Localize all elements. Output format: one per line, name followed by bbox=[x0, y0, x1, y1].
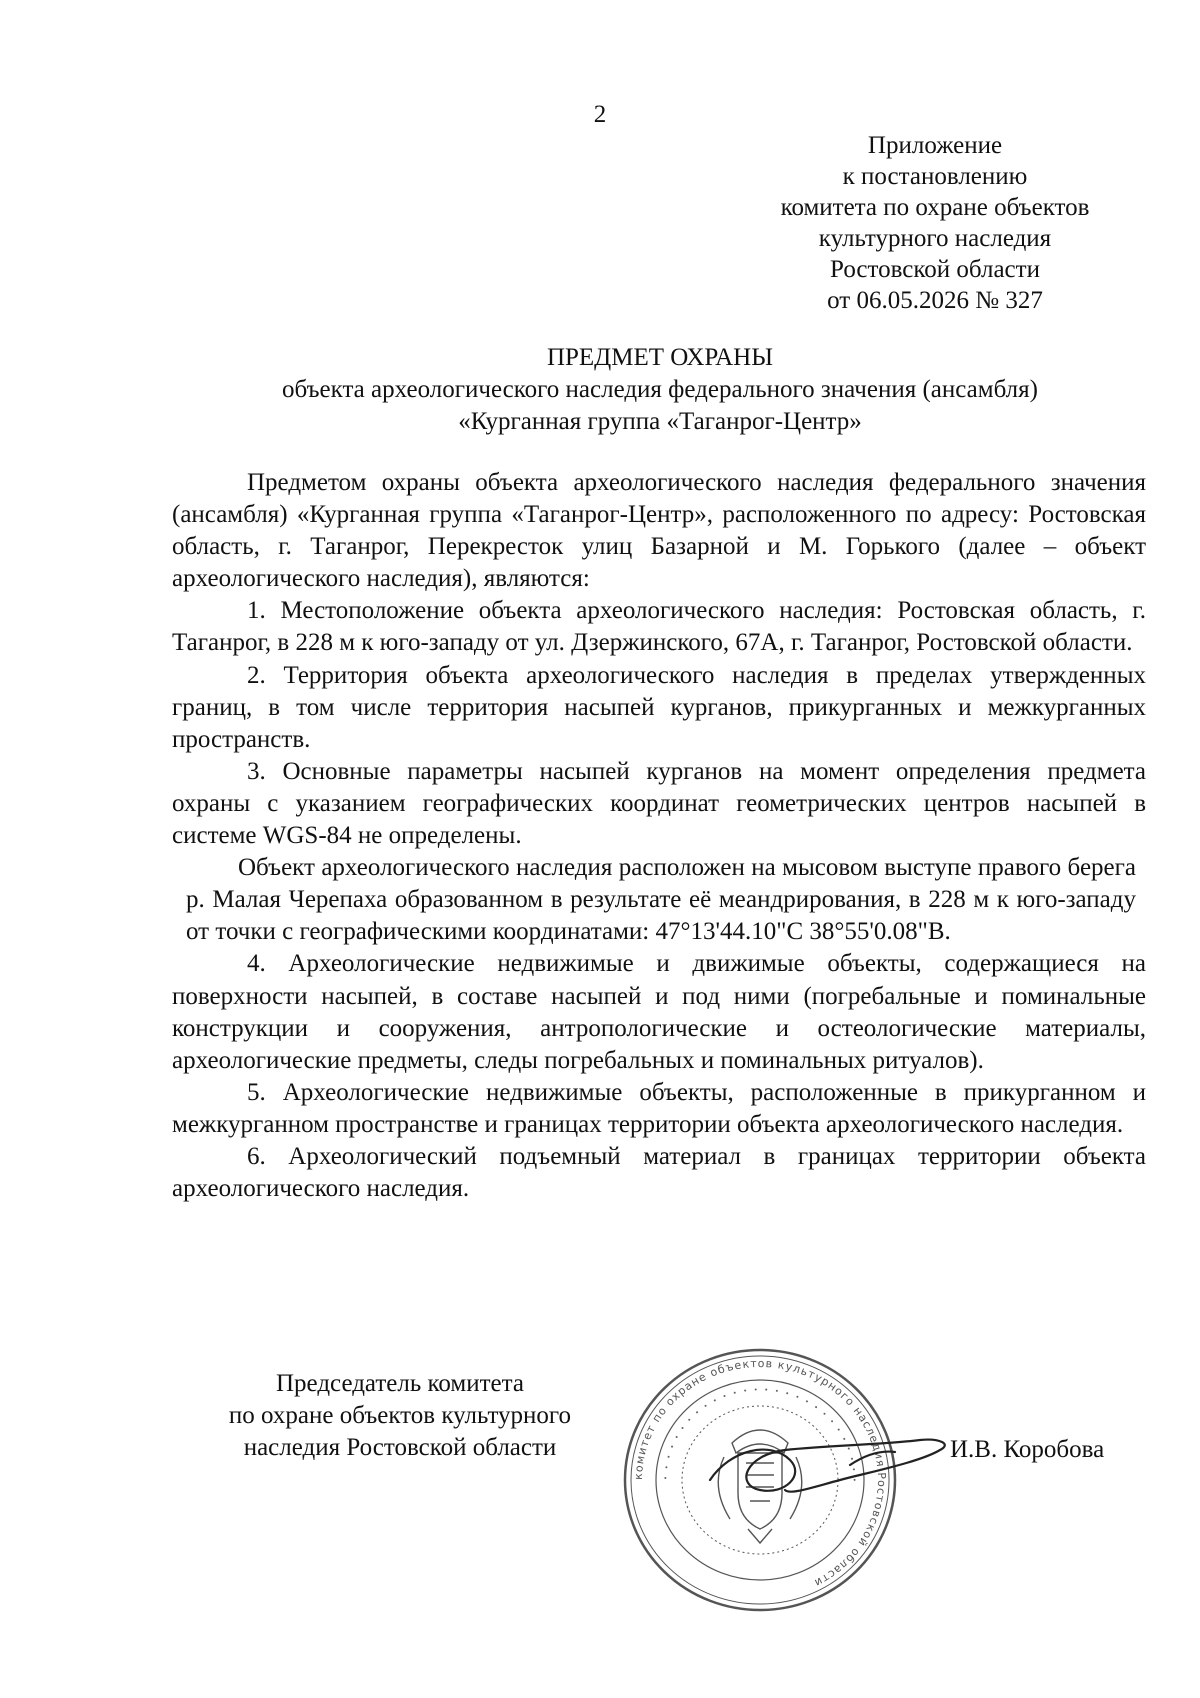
appendix-line: комитета по охране объектов bbox=[780, 194, 1090, 221]
list-item-5: 5. Археологические недвижимые объекты, расположенные в прикурганном и межкурганном пространстве и границах территории объекта археологического наследия. bbox=[172, 1078, 1146, 1138]
list-item-4: 4. Археологические недвижимые и движимые объекты, содержащиеся на поверхности насыпей, в составе насыпей и под ними (погребальные и поминальные конструкции и сооружения, антропологические и остеологические материалы, археологические предметы, следы погребальных и поминальных ритуалов). bbox=[172, 950, 1146, 1074]
document-title: ПРЕДМЕТ ОХРАНЫ bbox=[546, 344, 774, 371]
appendix-line: Ростовской области bbox=[830, 256, 1040, 283]
location-note-paragraph: Объект археологического наследия расположен на мысовом выступе правого берега р. Малая Черепаха образованном в результате её меандрирования, в 228 м к юго-западу от точки с географическими координатами: 47°13'44.10"С 38°55'0.08"В. bbox=[186, 854, 1136, 946]
appendix-date-number: от 06.05.2026 № 327 bbox=[827, 287, 1043, 314]
signature-stroke bbox=[710, 1440, 945, 1492]
document-subtitle: «Курганная группа «Таганрог-Центр» bbox=[458, 408, 862, 435]
signatory-name: И.В. Коробова bbox=[950, 1436, 1105, 1463]
document-body bbox=[172, 467, 1146, 1205]
signatory-position-line: Председатель комитета bbox=[276, 1370, 524, 1397]
signatory-position-line: наследия Ростовской области bbox=[243, 1434, 557, 1461]
signatory-position-line: по охране объектов культурного bbox=[228, 1402, 572, 1429]
handwritten-signature bbox=[690, 1410, 960, 1520]
appendix-header bbox=[735, 130, 1135, 316]
list-item-1: 1. Местоположение объекта археологического наследия: Ростовская область, г. Таганрог, в 228 м к юго-западу от ул. Дзержинского, 67А, г. Таганрог, Ростовской области. bbox=[172, 597, 1146, 657]
intro-paragraph: Предметом охраны объекта археологического наследия федерального значения (ансамбля) «Курганная группа «Таганрог-Центр», расположенного по адресу: Ростовская область, г. Таганрог, Перекресток улиц Базарной и М. Горького (далее – объект археологического наследия), являются: bbox=[172, 469, 1146, 593]
appendix-line: к постановлению bbox=[842, 163, 1028, 190]
document-subtitle: объекта археологического наследия федерального значения (ансамбля) bbox=[282, 376, 1038, 403]
list-item-3: 3. Основные параметры насыпей курганов на момент определения предмета охраны с указанием географических координат геометрических центров насыпей в системе WGS-84 не определены. bbox=[172, 757, 1146, 850]
document-heading bbox=[170, 342, 1150, 438]
page-number: 2 bbox=[593, 101, 607, 128]
appendix-line: Приложение bbox=[867, 132, 1003, 159]
list-item-2: 2. Территория объекта археологического наследия в пределах утвержденных границ, в том числе территория насыпей курганов, прикурганных и межкурганных пространств. bbox=[172, 661, 1146, 753]
signatory-position bbox=[175, 1368, 625, 1464]
list-item-6: 6. Археологический подъемный материал в границах территории объекта археологического наследия. bbox=[172, 1142, 1146, 1203]
seal-inner-ring-text: • • • • • • • • • • • • • • • • • • • • • • • • • • • • bbox=[661, 1385, 859, 1484]
appendix-line: культурного наследия bbox=[818, 225, 1052, 252]
seal-ring-text: комитет по охране объектов культурного наследия Ростовской области bbox=[631, 1356, 889, 1590]
